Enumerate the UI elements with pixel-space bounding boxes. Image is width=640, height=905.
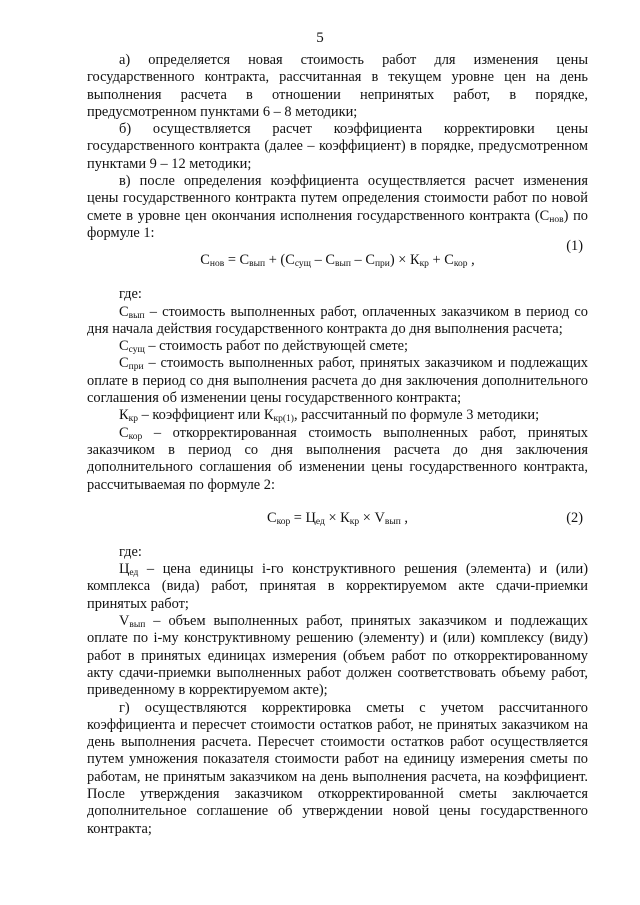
paragraph-g: г) осуществляются корректировка сметы с учетом рассчитанного коэффициента и пересчет стоимости остатков работ, не принятых заказчиком на день выполнения расчета. Пересчет стоимости остатков работ осуществляется путем умножения показателя стоимости работ на единицу измерения сметы по работам, не принятым заказчиком на день выполнения расчета, на коэффициент. После утверждения заказчиком откорректированной сметы заключается дополнительное соглашение об утверждении новой цены государственного контракта; — [87, 699, 588, 837]
definition-k-kr: $К_{кр}$ – коэффициент или $К_{кр(1)}$, рассчитанный по формуле 3 методики; — [119, 407, 540, 425]
paragraph-v-text-1: в) после определения коэффициента осуществляется расчет изменения цены государственного контракта путем определения стоимости работ по новой смете в уровне цен окончания исполнения государственного контракта (С — [87, 173, 588, 224]
paragraph-v — [87, 173, 588, 242]
formula-1-number: (1) — [566, 238, 583, 255]
paragraph-b: б) осуществляется расчет коэффициента корректировки цены государственного контракта (далее – коэффициент) в порядке, предусмотренном пунктами 9 – 12 методики; — [87, 121, 588, 172]
formula-1-expression: $С_{нов} = С_{вып} + (С_{сущ} - С_{вып} - С_{при}) \times К_{кр} + С_{кор}$ , — [200, 252, 475, 270]
document-body — [87, 52, 588, 838]
definition-c-kor: $С_{кор}$ – откорректированная стоимость выполненных работ, принятых заказчиком в период со дня выполнения расчета до дня заключения дополнительного соглашения об изменении цены государственного контракта, рассчитываемая по формуле 2: — [87, 424, 588, 493]
definition-c-sush: $С_{сущ}$ – стоимость работ по действующей смете; — [119, 338, 409, 356]
where-label-1: где: — [119, 286, 142, 303]
paragraph-v-text-2: ) по формуле 1: — [87, 207, 588, 241]
formula-2-expression: $С_{кор} = Ц_{ед} \times К_{кр} \times V_{вып}$ , — [266, 509, 409, 527]
paragraph-a: а) определяется новая стоимость работ для изменения цены государственного контракта, рассчитанная в текущем уровне цен на день выполнения расчета в отношении непринятых работ, в порядке, предусмотренном пунктами 6 – 8 методики; — [87, 52, 588, 120]
paragraph-v-sub: нов — [549, 214, 564, 225]
definition-c-pri: $С_{при}$ – стоимость выполненных работ, принятых заказчиком и подлежащих оплате в период со дня выполнения расчета до дня заключения дополнительного соглашения об изменении цены государственного контракта; — [87, 355, 588, 407]
definition-v-vyp: $V_{вып}$ – объем выполненных работ, принятых заказчиком и подлежащих оплате по i-му конструктивному решению (элементу) и (или) комплексу (виду) работ в принятых единицах измерения (объем работ по откорректированному акту сдачи-приемки выполненных работ должен соответствовать объему работ, приведенному в корректируемом акте); — [87, 613, 588, 699]
definition-ts-ed: $Ц_{ед}$ – цена единицы i-го конструктивного решения (элемента) и (или) комплекса (вида) работ, принятая в корректируемом акте сдачи-приемки принятых работ; — [87, 561, 588, 612]
formula-2 — [87, 508, 588, 528]
where-label-2: где: — [119, 543, 142, 560]
page-number: 5 — [316, 30, 324, 46]
definition-c-vyp: $С_{вып}$ – стоимость выполненных работ, оплаченных заказчиком в период со дня начала действия государственного контракта до дня выполнения расчета; — [87, 303, 588, 337]
formula-2-number: (2) — [566, 509, 583, 526]
formula-1 — [87, 238, 588, 270]
